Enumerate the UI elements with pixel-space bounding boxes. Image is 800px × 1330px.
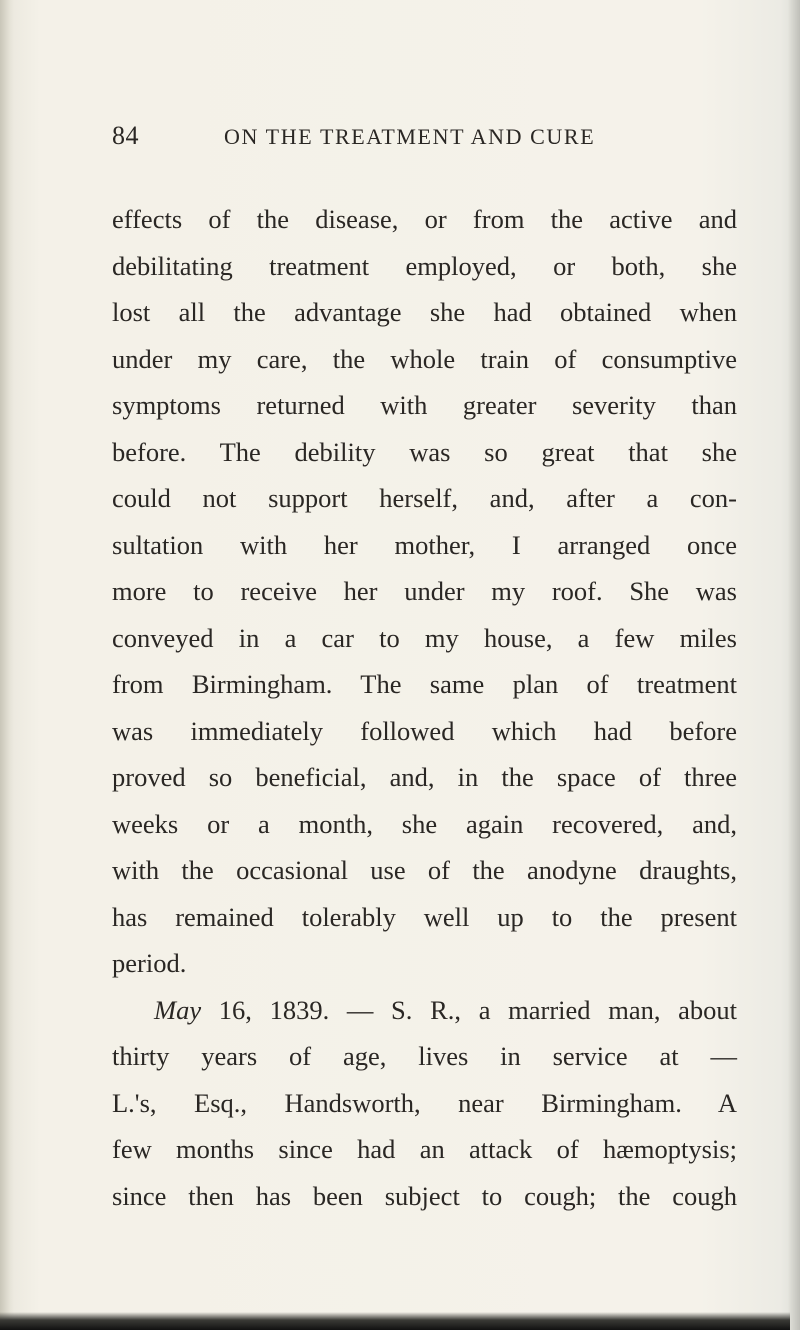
text-line: was immediately followed which had before [112, 715, 737, 746]
body-text [112, 196, 737, 1219]
text-line: proved so beneficial, and, in the space of three [112, 762, 737, 792]
text-line: period. [112, 948, 187, 978]
case-date-rest: 16, 1839. [201, 994, 330, 1025]
text-line: symptoms returned with greater severity than [112, 390, 737, 420]
case-entry-text: — S. R., a married man, about [329, 994, 738, 1025]
case-date-month: May [154, 994, 202, 1025]
page-edge-shadow [788, 0, 800, 1330]
case-entry-first-line [112, 987, 737, 1034]
text-line: could not support herself, and, after a con- [112, 483, 737, 513]
text-line: sultation with her mother, I arranged once [112, 529, 737, 560]
page-number: 84 [112, 121, 139, 150]
running-head: ON THE TREATMENT AND CURE [224, 124, 596, 149]
text-line: before. The debility was so great that she [112, 436, 737, 467]
text-line: under my care, the whole train of consumptive [112, 343, 737, 374]
text-line: thirty years of age, lives in service at — [112, 1041, 737, 1071]
text-line: L.'s, Esq., Handsworth, near Birmingham. A [112, 1087, 737, 1118]
page-header [112, 121, 752, 161]
text-line: from Birmingham. The same plan of treatment [112, 669, 737, 699]
text-line: since then has been subject to cough; the cough [112, 1180, 737, 1211]
text-line: with the occasional use of the anodyne draughts, [112, 855, 737, 885]
text-line: has remained tolerably well up to the present [112, 901, 737, 932]
text-line: weeks or a month, she again recovered, and, [112, 808, 737, 839]
text-line: debilitating treatment employed, or both, she [112, 250, 737, 281]
text-line: conveyed in a car to my house, a few miles [112, 622, 737, 653]
text-line: effects of the disease, or from the active and [112, 204, 737, 234]
text-line: lost all the advantage she had obtained when [112, 297, 737, 327]
text-line: more to receive her under my roof. She was [112, 576, 737, 606]
page-gutter-shadow [0, 0, 14, 1330]
text-line: few months since had an attack of hæmoptysis; [112, 1134, 737, 1164]
page-bottom-edge [0, 1312, 790, 1330]
